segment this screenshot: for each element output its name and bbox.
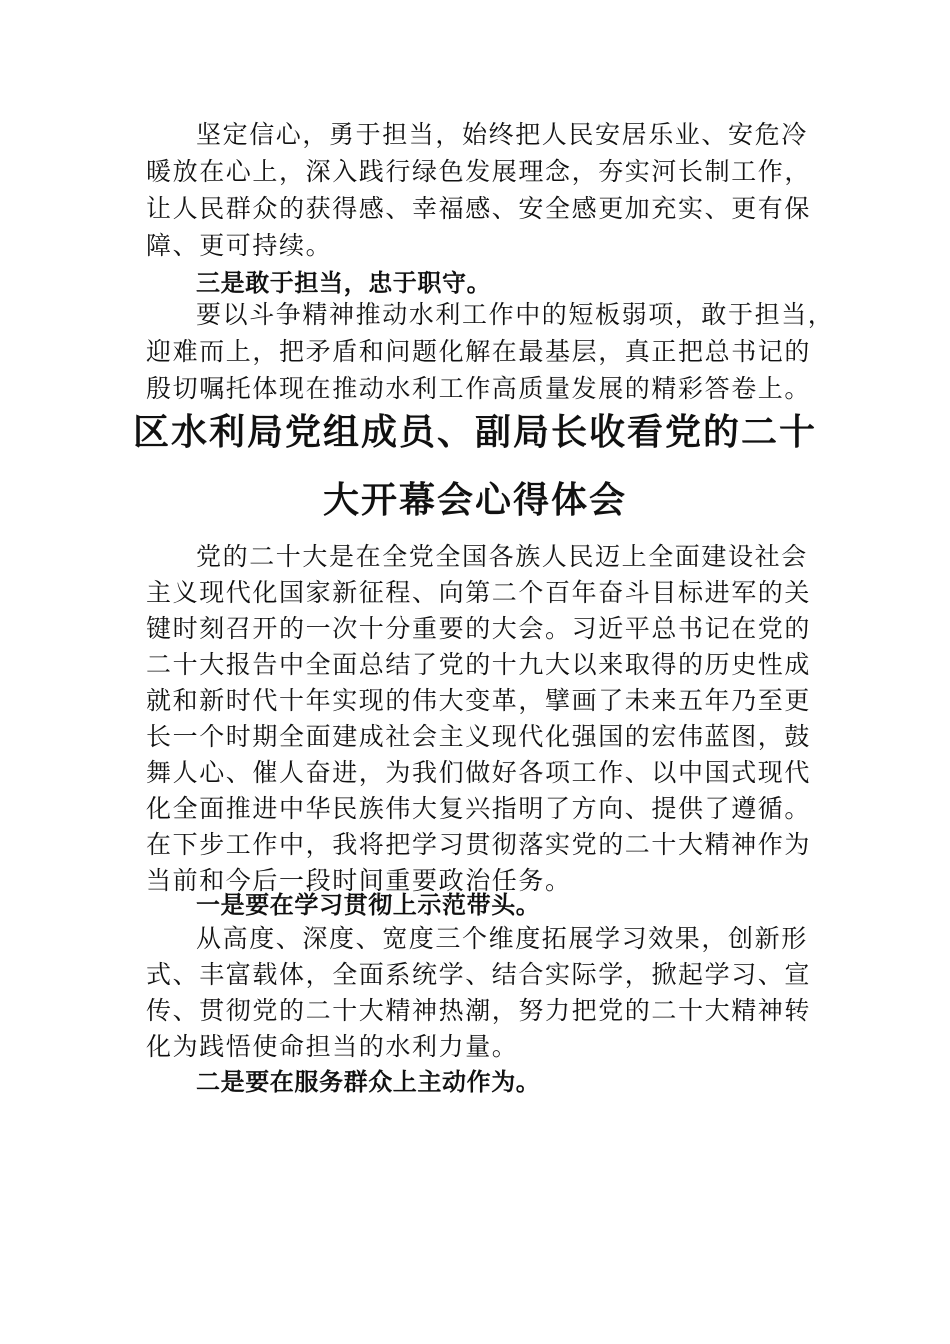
paragraph-line: 坚定信心，勇于担当，始终把人民安居乐业、安危冷 — [196, 120, 808, 149]
paragraph-line: 障、更可持续。 — [146, 231, 333, 260]
section-heading: 二是要在服务群众上主动作为。 — [196, 1068, 541, 1096]
paragraph-line: 迎难而上，把矛盾和问题化解在最基层，真正把总书记的 — [146, 337, 812, 366]
paragraph-line: 党的二十大是在全党全国各族人民迈上全面建设社会 — [196, 542, 808, 571]
section-heading: 三是敢于担当，忠于职守。 — [196, 269, 492, 297]
paragraph-line: 化为践悟使命担当的水利力量。 — [146, 1032, 519, 1061]
paragraph-line: 舞人心、催人奋进，为我们做好各项工作、以中国式现代 — [146, 758, 812, 787]
paragraph-line: 长一个时期全面建成社会主义现代化强国的宏伟蓝图，鼓 — [146, 722, 812, 751]
article-title-line1: 区水利局党组成员、副局长收看党的二十 — [132, 411, 817, 453]
paragraph-line: 当前和今后一段时间重要政治任务。 — [146, 866, 572, 895]
paragraph-line: 殷切嘱托体现在推动水利工作高质量发展的精彩答卷上。 — [146, 374, 812, 403]
paragraph-line: 就和新时代十年实现的伟大变革，擘画了未来五年乃至更 — [146, 686, 812, 715]
paragraph-line: 从高度、深度、宽度三个维度拓展学习效果，创新形 — [196, 924, 808, 953]
paragraph-line: 二十大报告中全面总结了党的十九大以来取得的历史性成 — [146, 650, 812, 679]
paragraph-line: 键时刻召开的一次十分重要的大会。习近平总书记在党的 — [146, 614, 812, 643]
paragraph-line: 化全面推进中华民族伟大复兴指明了方向、提供了遵循。 — [146, 794, 812, 823]
paragraph-line: 要以斗争精神推动水利工作中的短板弱项，敢于担当， — [196, 300, 835, 329]
paragraph-line: 传、贯彻党的二十大精神热潮，努力把党的二十大精神转 — [146, 996, 812, 1025]
paragraph-line: 式、丰富载体，全面系统学、结合实际学，掀起学习、宣 — [146, 960, 812, 989]
section-heading: 一是要在学习贯彻上示范带头。 — [196, 891, 541, 919]
paragraph-line: 暖放在心上，深入践行绿色发展理念，夯实河长制工作， — [146, 157, 812, 186]
paragraph-line: 主义现代化国家新征程、向第二个百年奋斗目标进军的关 — [146, 578, 812, 607]
paragraph-line: 让人民群众的获得感、幸福感、安全感更加充实、更有保 — [146, 194, 812, 223]
paragraph-line: 在下步工作中，我将把学习贯彻落实党的二十大精神作为 — [146, 830, 812, 859]
article-title-line2: 大开幕会心得体会 — [322, 479, 627, 521]
